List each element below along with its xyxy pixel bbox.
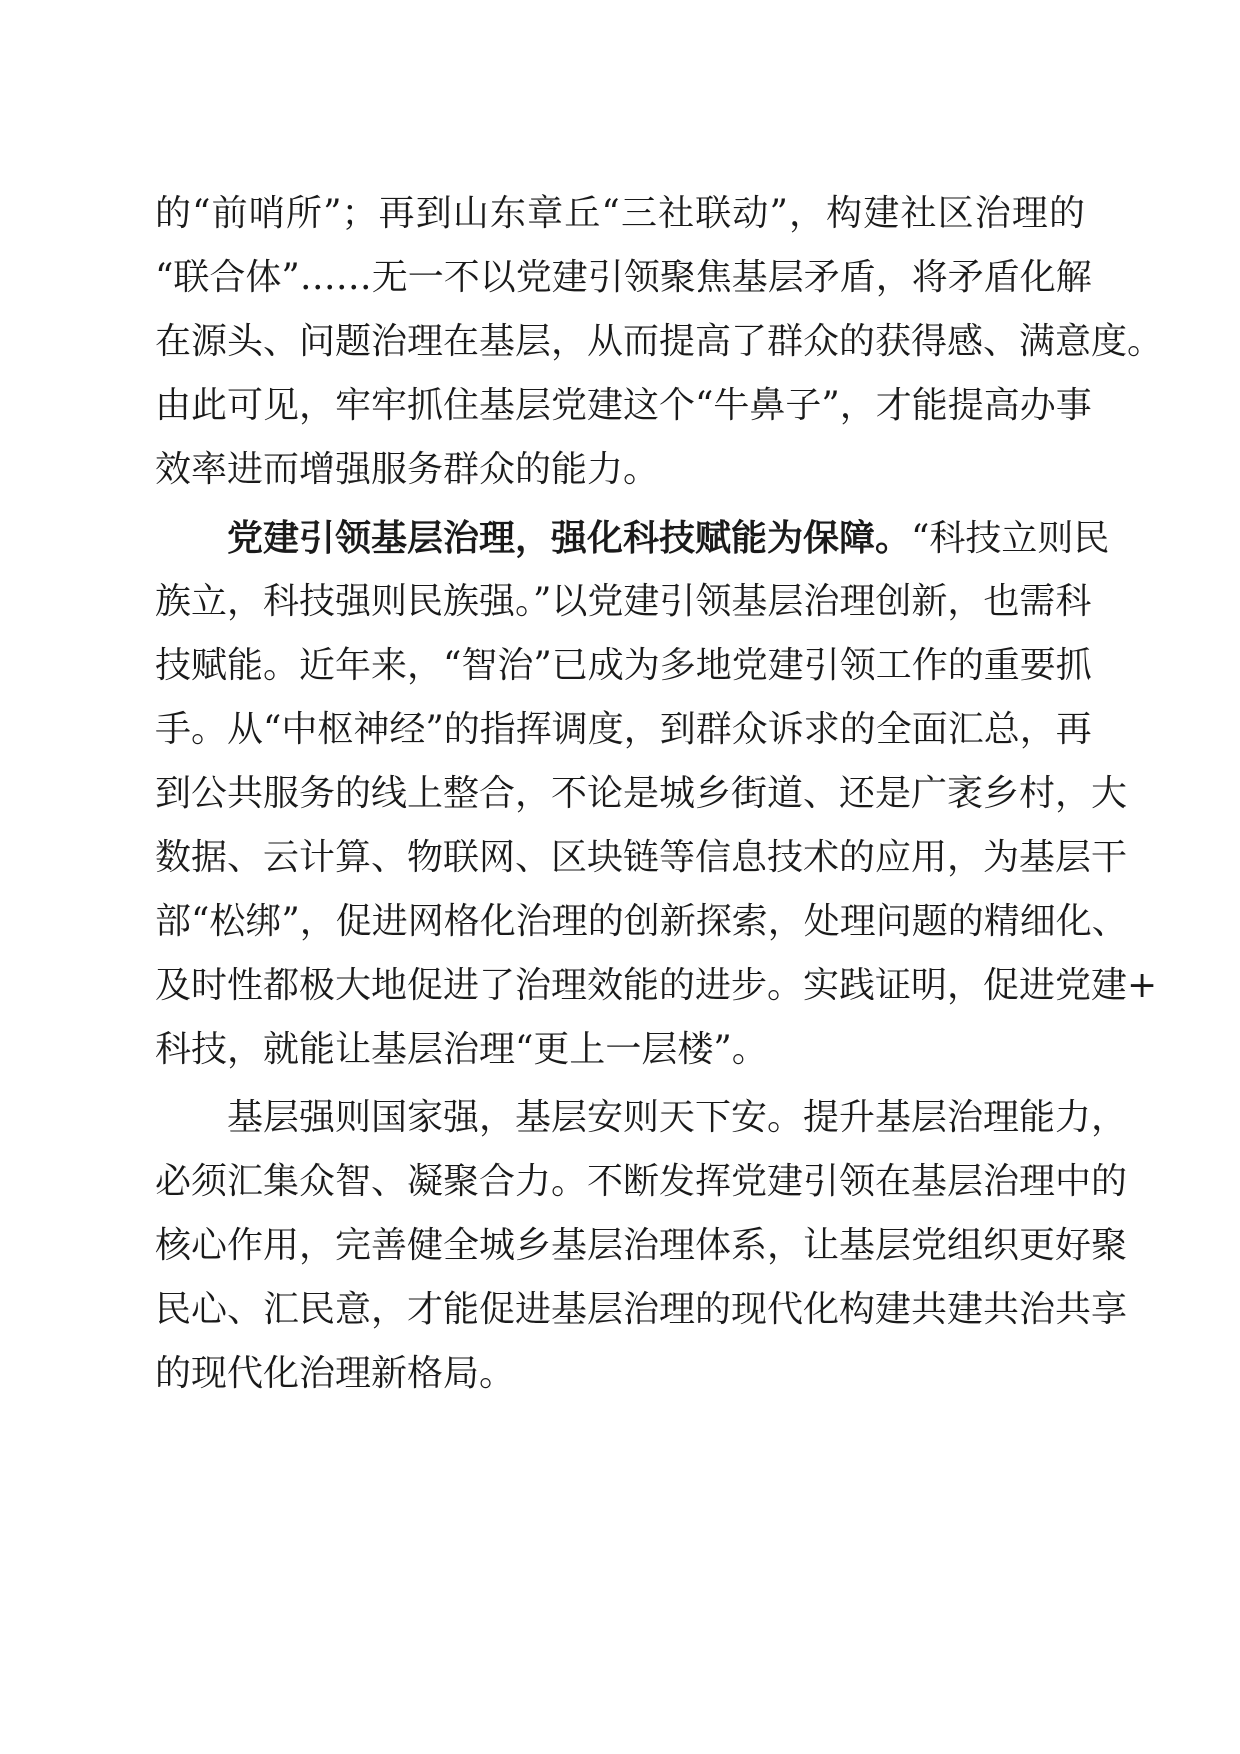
- text-line: 族立，科技强则民族强。”以党建引领基层治理创新，也需科: [155, 581, 1092, 622]
- text-line: “联合体”……无一不以党建引领聚焦基层矛盾，将矛盾化解: [155, 257, 1092, 298]
- text-line: 到公共服务的线上整合，不论是城乡街道、还是广袤乡村，大: [155, 773, 1128, 814]
- text-line: [155, 506, 1110, 570]
- text-line: 必须汇集众智、凝聚合力。不断发挥党建引领在基层治理中的: [155, 1161, 1128, 1202]
- text-line: 科技，就能让基层治理“更上一层楼”。: [155, 1029, 768, 1070]
- text-line: 效率进而增强服务群众的能力。: [155, 449, 660, 490]
- text-line: 的现代化治理新格局。: [155, 1353, 516, 1394]
- paragraph-1: [155, 182, 1164, 502]
- text-line: 民心、汇民意，才能促进基层治理的现代化构建共建共治共享: [155, 1289, 1128, 1330]
- text-line: 基层强则国家强，基层安则天下安。提升基层治理能力，: [227, 1097, 1128, 1138]
- text-line: 核心作用，完善健全城乡基层治理体系，让基层党组织更好聚: [155, 1225, 1128, 1266]
- text-line: 的“前哨所”；再到山东章丘“三社联动”，构建社区治理的: [155, 193, 1085, 234]
- text-line: 手。从“中枢神经”的指挥调度，到群众诉求的全面汇总，再: [155, 709, 1092, 750]
- text-line: 部“松绑”，促进网格化治理的创新探索，处理问题的精细化、: [155, 901, 1128, 942]
- text-run: “科技立则民: [911, 518, 1110, 559]
- document-body: [155, 182, 1164, 1406]
- text-line: 由此可见，牢牢抓住基层党建这个“牛鼻子”，才能提高办事: [155, 385, 1092, 426]
- text-line: 在源头、问题治理在基层，从而提高了群众的获得感、满意度。: [155, 321, 1164, 362]
- text-line: 技赋能。近年来，“智治”已成为多地党建引领工作的重要抓: [155, 645, 1092, 686]
- paragraph-2: [155, 506, 1158, 1082]
- text-line: 数据、云计算、物联网、区块链等信息技术的应用，为基层干: [155, 837, 1128, 878]
- section-heading: 党建引领基层治理，强化科技赋能为保障。: [227, 517, 912, 559]
- paragraph-3: [155, 1086, 1128, 1406]
- text-line: 及时性都极大地促进了治理效能的进步。实践证明，促进党建+: [155, 965, 1158, 1006]
